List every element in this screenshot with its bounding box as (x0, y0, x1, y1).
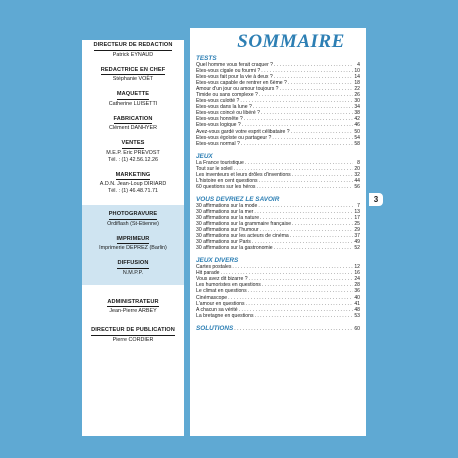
credit-name: Patrick EYNAUD (112, 51, 154, 58)
toc-entry-page: 49 (354, 239, 360, 246)
leader-dots (241, 141, 353, 147)
credit-ventes (85, 140, 181, 164)
credit-name: Stéphanie VOËT (112, 76, 154, 82)
solutions-page: 60 (354, 325, 360, 332)
toc-entry-title: Les inventeurs et leurs drôles d'inventions (196, 171, 291, 178)
toc-entry-title: 30 affirmations sur l'humour (196, 227, 259, 234)
toc-entry-page: 13 (354, 208, 360, 215)
credit-name: N.M.P.P. (122, 269, 144, 276)
toc-entry-page: 46 (354, 122, 360, 129)
toc-entry-page: 29 (354, 227, 360, 234)
toc-entry-page: 28 (354, 282, 360, 289)
credit-maquette (85, 91, 181, 108)
toc-entry-title: 60 questions sur les héros (196, 183, 256, 190)
credit-name: M.E.P. Eric PREVOST (106, 149, 160, 156)
credit-heading: ADMINISTRATEUR (107, 299, 158, 308)
section-title: TESTS (196, 55, 217, 62)
toc-entry-title: 30 affirmations sur la mer (196, 208, 254, 215)
credit-fabrication (85, 116, 181, 133)
toc-entry-title: 30 affirmations sur la grammaire française (196, 221, 292, 228)
toc-entry-title: 30 affirmations sur la nature (196, 214, 260, 221)
toc-entry-page: 4 (357, 62, 360, 68)
toc-entry[interactable] (196, 313, 360, 319)
toc-entry-page: 22 (354, 86, 360, 93)
toc-entry-page: 10 (354, 68, 360, 75)
credit-administrateur (85, 299, 181, 316)
credit-name: Catherine LUISETTI (108, 100, 158, 107)
section-title: JEUX (196, 152, 213, 160)
credit-directeur-redaction (85, 42, 181, 59)
toc-entry-title: Etes-vous culotté ? (196, 98, 240, 105)
toc-entry-page: 14 (354, 74, 360, 81)
credit-name: Tél. : (1) 46.48.71.71 (107, 188, 159, 194)
toc-entry[interactable] (196, 245, 360, 251)
toc-sections (196, 55, 360, 319)
toc-entry-title: 30 affirmations sur la mode (196, 202, 258, 209)
section-title: JEUX DIVERS (196, 257, 239, 265)
credit-name: A.D.N. Jean-Loup DIRIARD (99, 181, 167, 187)
credit-heading: DIFFUSION (117, 260, 148, 269)
credit-heading: IMPRIMEUR (117, 236, 150, 245)
toc-entry-title: 30 affirmations sur les acteurs de cinéma (196, 233, 289, 240)
toc-entry-page: 30 (354, 98, 360, 105)
credit-name: Ordiflash (St-Etienne) (107, 220, 159, 227)
toc-entry-page: 24 (354, 276, 360, 283)
toc-entry-title: L'amour en questions (196, 300, 245, 307)
toc-entry-page: 18 (354, 80, 360, 87)
leader-dots (255, 313, 354, 319)
toc-entry-page: 26 (354, 92, 360, 99)
toc-entry-title: Timide ou sans complexe ? (196, 92, 258, 99)
toc-entry-title: Etes-vous fait pour la vie à deux ? (196, 74, 273, 81)
credit-marketing (85, 172, 181, 196)
toc-entry-page: 41 (354, 300, 360, 307)
solutions-label: SOLUTIONS (196, 324, 234, 332)
toc-entry-page: 42 (354, 116, 360, 123)
toc-entry-title: Tout sur le soleil (196, 165, 233, 172)
toc-entry-page: 38 (354, 110, 360, 117)
credits-panel (82, 40, 184, 436)
credit-name: Imprimerie DEPREZ (Barlin) (99, 245, 167, 251)
toc-entry-title: Etes-vous cigale ou fourmi ? (196, 68, 261, 75)
credit-name: Jean-Pierre ARBEY (109, 308, 157, 314)
toc-entry-title: La bretagne en questions (196, 312, 254, 319)
toc-entry-title: Etes-vous égoïste ou partageur ? (196, 134, 272, 141)
page-number-tab: 3 (369, 193, 383, 206)
credit-directeur-publication (85, 327, 181, 344)
toc-entry-title: Le climat en questions (196, 288, 247, 295)
toc-entry-title: Cartes postales (196, 264, 232, 271)
toc-entry-page: 37 (354, 233, 360, 240)
toc-entry-page: 34 (354, 104, 360, 111)
toc-entry-page: 32 (354, 171, 360, 178)
toc-entry-page: 50 (354, 128, 360, 135)
leader-dots (256, 184, 353, 190)
toc-entry-page: 48 (354, 306, 360, 313)
toc-entry-title: Vous avez dit bizarre ? (196, 276, 248, 283)
toc-entry-page: 54 (354, 134, 360, 141)
toc-entry-page: 12 (354, 264, 360, 271)
credit-heading: MARKETING (116, 172, 151, 181)
toc-entry-page: 53 (354, 312, 360, 319)
toc-entry-title: Etes-vous coincé ou libéré ? (196, 110, 260, 117)
toc-entry-page: 36 (354, 288, 360, 295)
toc-entry-page: 17 (354, 214, 360, 221)
toc-entry-page: 7 (357, 202, 360, 209)
toc-entry[interactable] (196, 141, 360, 147)
credit-redactrice (85, 67, 181, 84)
toc-entry[interactable] (196, 184, 360, 190)
credit-heading: REDACTRICE EN CHEF (101, 67, 166, 76)
toc-entry-title: Etes-vous dans la lune ? (196, 104, 252, 111)
toc-entry-page: 25 (354, 221, 360, 228)
credit-imprimeur (85, 236, 181, 253)
credit-heading: FABRICATION (114, 116, 153, 125)
credit-name: Pierre CORDIER (112, 336, 154, 343)
credit-heading: MAQUETTE (117, 91, 149, 100)
toc-entry-title: A chacun sa vérité (196, 306, 238, 313)
credit-heading: PHOTOGRAVURE (109, 211, 158, 220)
toc-entry-title: Les humoristes en questions (196, 282, 261, 289)
leader-dots (234, 326, 353, 332)
credit-name: Clément DANHYER (109, 125, 157, 131)
credit-heading: DIRECTEUR DE REDACTION (94, 42, 173, 51)
credit-name: Tél. : (1) 42.56.12.26 (107, 156, 159, 163)
toc-entry-page: 8 (357, 159, 360, 166)
toc-entry-title: Etes-vous normal ? (196, 140, 240, 147)
toc-entry-page: 16 (354, 270, 360, 277)
credit-photogravure (85, 211, 181, 228)
credit-heading: DIRECTEUR DE PUBLICATION (91, 327, 175, 336)
toc-entry-title: Avez-vous gardé votre esprit célibataire ? (196, 128, 290, 135)
toc-entry-title: 30 affirmations sur la gastronomie (196, 245, 273, 252)
toc-entry-page: 44 (354, 177, 360, 184)
credit-heading: VENTES (122, 140, 145, 149)
printing-credits-box (82, 205, 184, 285)
toc-entry-page: 52 (354, 245, 360, 252)
toc-entry-title: L'histoire en cent questions (196, 177, 258, 184)
toc-entry-title: Amour d'un jour ou amour toujours ? (196, 86, 279, 93)
toc-entry-page: 20 (354, 165, 360, 172)
section-title: VOUS DEVRIEZ LE SAVOIR (196, 195, 280, 203)
toc-entry-title: Etes-vous logique ? (196, 122, 241, 129)
toc-entry-page: 40 (354, 294, 360, 301)
toc-entry-title: 30 affirmations sur Paris (196, 239, 251, 246)
toc-entry-title: Hit parade (196, 270, 220, 277)
page-title: SOMMAIRE (237, 31, 345, 52)
toc-entry-title: Quel homme vous ferait craquer ? (196, 62, 274, 68)
toc-entry-title: Etes-vous capable de rentrer en 6ème ? (196, 80, 287, 87)
table-of-contents (190, 28, 366, 436)
toc-entry-page: 56 (354, 183, 360, 190)
toc-entry-title: Etes-vous honnête ? (196, 116, 243, 123)
leader-dots (274, 245, 353, 251)
toc-solutions[interactable] (196, 325, 360, 332)
credit-diffusion (85, 260, 181, 277)
toc-entry-title: La France touristique (196, 159, 244, 166)
toc-entry-page: 58 (354, 140, 360, 147)
toc-entry-title: Cinémascope (196, 294, 228, 301)
